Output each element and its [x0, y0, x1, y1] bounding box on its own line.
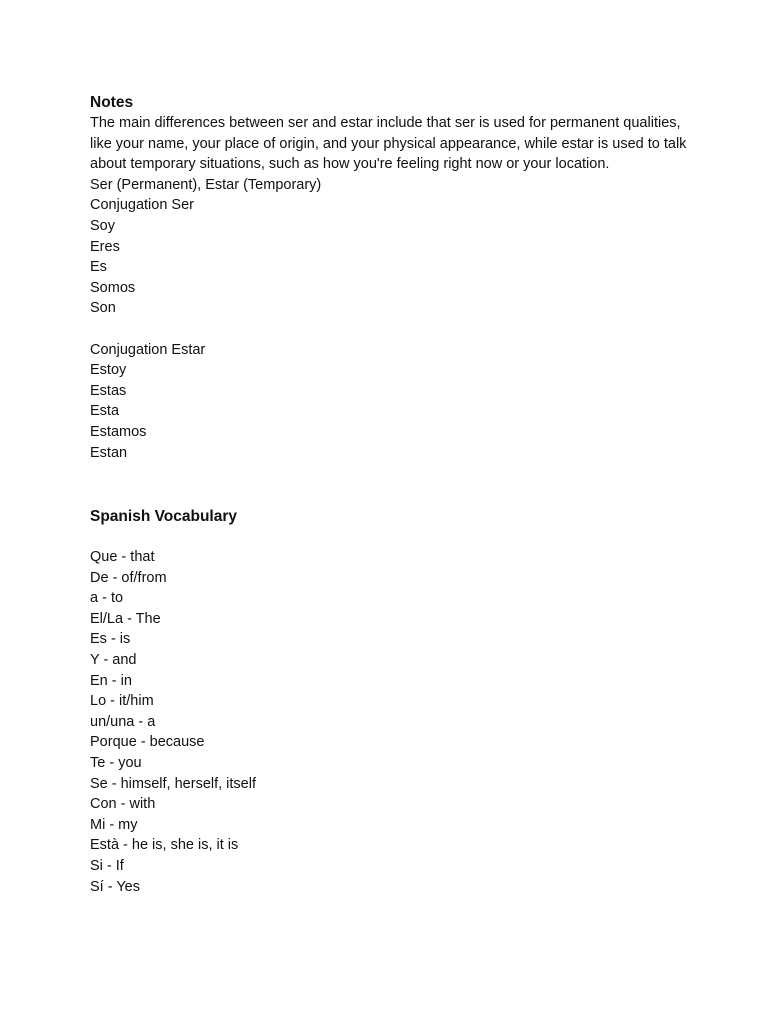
vocabulary-item: Es - is — [90, 631, 131, 648]
vocabulary-item: Si - If — [90, 858, 124, 874]
vocabulary-item: Se - himself, herself, itself — [90, 775, 256, 792]
estar-form: Estoy — [90, 362, 127, 379]
ser-form: Es — [90, 259, 107, 276]
ser-conjugation-title: Conjugation Ser — [90, 197, 194, 214]
vocabulary-item: Que - that — [90, 549, 155, 566]
vocabulary-item: Sí - Yes — [90, 878, 140, 895]
ser-estar-summary: Ser (Permanent), Estar (Temporary) — [90, 176, 322, 193]
vocabulary-item: a - to — [90, 590, 124, 607]
vocabulary-item: Porque - because — [90, 734, 205, 751]
spacer — [90, 319, 690, 340]
ser-form: Eres — [90, 238, 120, 255]
vocabulary-item: De - of/from — [90, 569, 167, 586]
estar-form: Estamos — [90, 423, 147, 440]
vocabulary-item: Y - and — [90, 652, 137, 669]
spacer — [90, 463, 690, 506]
vocabulary-heading: Spanish Vocabulary — [90, 508, 238, 526]
vocabulary-item: Està - he is, she is, it is — [90, 837, 239, 854]
ser-conjugation-list — [90, 216, 690, 319]
estar-form: Esta — [90, 403, 120, 420]
document-page — [90, 92, 690, 897]
vocabulary-item: El/La - The — [90, 610, 161, 627]
ser-form: Soy — [90, 217, 115, 234]
vocabulary-item: Te - you — [90, 755, 142, 772]
vocabulary-list — [90, 547, 690, 897]
notes-heading: Notes — [90, 94, 134, 111]
vocabulary-item: Lo - it/him — [90, 693, 154, 710]
estar-form: Estan — [90, 444, 128, 461]
vocabulary-item: En - in — [90, 672, 132, 689]
estar-conjugation-list — [90, 360, 690, 463]
vocabulary-item: Mi - my — [90, 816, 138, 833]
estar-form: Estas — [90, 382, 127, 399]
ser-form: Son — [90, 300, 116, 317]
vocabulary-item: un/una - a — [90, 713, 156, 730]
notes-paragraph: The main differences between ser and estar include that ser is used for permanent qualities, like your name, your place of origin, and your physical appearance, while estar is used to talk about temporary situations, such as how you're feeling right now or your location. — [90, 115, 687, 173]
estar-conjugation-title: Conjugation Estar — [90, 341, 206, 358]
vocabulary-item: Con - with — [90, 796, 156, 813]
ser-form: Somos — [90, 279, 136, 296]
